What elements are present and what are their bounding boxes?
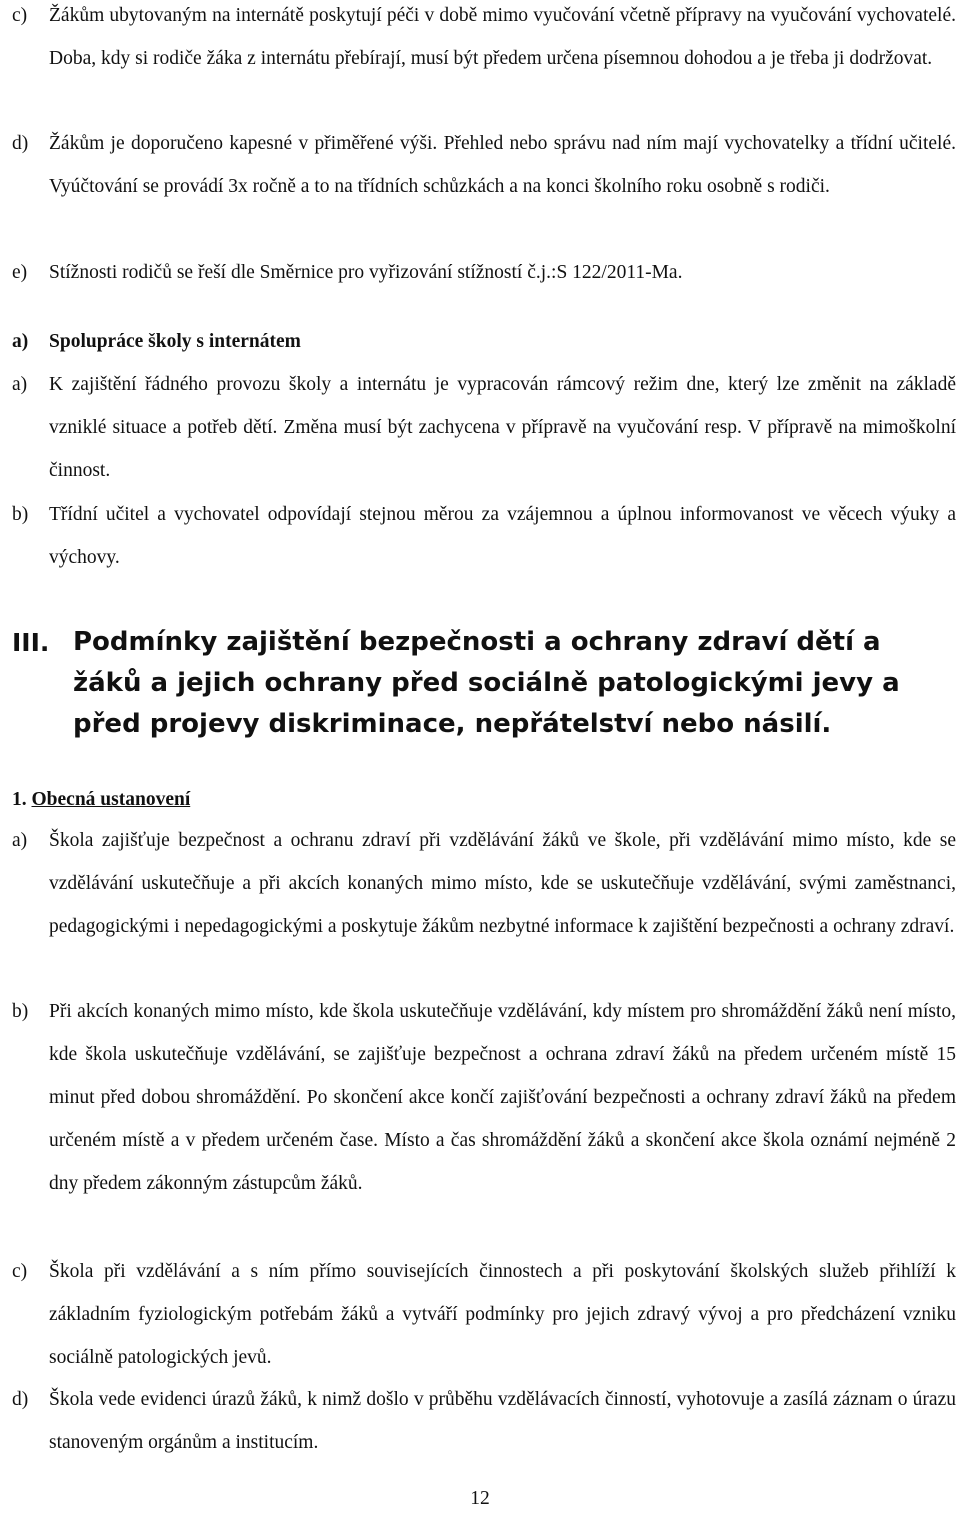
subsection-number: 1. xyxy=(12,789,27,810)
general-item-b xyxy=(12,990,956,1205)
item-label: c) xyxy=(12,5,28,26)
subsection-title: Obecná ustanovení xyxy=(31,789,191,810)
list-item-d xyxy=(12,122,956,208)
item-text: Stížnosti rodičů se řeší dle Směrnice pro vyřizování stížností č.j.:S 122/2011-Ma. xyxy=(49,262,683,283)
item-text: Při akcích konaných mimo místo, kde škola uskutečňuje vzdělávání, kdy místem pro shromáždění žáků není místo, kde škola uskutečňuje vzdělávání, se zajišťuje bezpečnost a ochrana zdraví žáků na předem určeném místě 15 minut před dobou shromáždění. Po skončení akce končí zajišťování bezpečnosti a ochrany zdraví žáků na předem určeném místě a v předem určeném čase. Místo a čas shromáždění žáků a skončení akce škola oznámí nejméně 2 dny předem zákonným zástupcům žáků. xyxy=(49,1001,956,1194)
item-text: Třídní učitel a vychovatel odpovídají stejnou měrou za vzájemnou a úplnou informovanost ve věcech výuky a výchovy. xyxy=(49,504,956,568)
item-text: Škola při vzdělávání a s ním přímo souvisejících činnostech a při poskytování školských služeb přihlíží k základním fyziologickým potřebám žáků a vytváří podmínky pro jejich zdravý vývoj a pro předcházení vzniku sociálně patologických jevů. xyxy=(49,1261,956,1368)
item-text: Škola zajišťuje bezpečnost a ochranu zdraví při vzdělávání žáků ve škole, při vzdělávání mimo místo, kde se vzdělávání uskutečňuje a při akcích konaných mimo místo, kde se uskutečňuje vzdělávání, svými zaměstnanci, pedagogickými i nepedagogickými a poskytuje žákům nezbytné informace k zajištění bezpečnosti a ochrany zdraví. xyxy=(49,830,956,937)
subsection-heading xyxy=(12,780,190,820)
general-item-a xyxy=(12,819,956,948)
general-item-c xyxy=(12,1250,956,1379)
item-label: c) xyxy=(12,1261,28,1282)
item-label: d) xyxy=(12,133,29,154)
item-text: K zajištění řádného provozu školy a internátu je vypracován rámcový režim dne, který lze změnit na základě vzniklé situace a potřeb dětí. Změna musí být zachycena v přípravě na vyučování resp. V přípravě na mimoškolní činnost. xyxy=(49,374,956,481)
item-text: Žákům je doporučeno kapesné v přiměřené výši. Přehled nebo správu nad ním mají vychovatelky a třídní učitelé. Vyúčtování se provádí 3x ročně a to na třídních schůzkách a na konci školního roku osobně s rodiči. xyxy=(49,133,956,197)
list-item-c xyxy=(12,0,956,80)
section-title: Podmínky zajištění bezpečnosti a ochrany zdraví dětí a žáků a jejich ochrany před sociálně patologickými jevy a před projevy diskriminace, nepřátelství nebo násilí. xyxy=(73,627,900,739)
item-label: e) xyxy=(12,262,28,283)
heading-label: a) xyxy=(12,331,29,352)
page-number: 12 xyxy=(470,1488,490,1509)
item-label: d) xyxy=(12,1389,29,1410)
item-text: Žákům ubytovaným na internátě poskytují péči v době mimo vyučování včetně přípravy na vyučování vychovatelé. Doba, kdy si rodiče žáka z internátu přebírají, musí být předem určena písemnou dohodou a je třeba ji dodržovat. xyxy=(49,5,956,69)
list-item-e xyxy=(12,251,956,294)
general-item-d xyxy=(12,1378,956,1464)
heading-text: Spolupráce školy s internátem xyxy=(49,331,301,352)
cooperation-item-a xyxy=(12,363,956,492)
item-label: b) xyxy=(12,1001,29,1022)
item-text: Škola vede evidenci úrazů žáků, k nimž došlo v průběhu vzdělávacích činností, vyhotovuje a zasílá záznam o úrazu stanoveným orgánům a institucím. xyxy=(49,1389,956,1453)
item-label: a) xyxy=(12,374,28,395)
section-number: III. xyxy=(12,628,50,657)
item-label: a) xyxy=(12,830,28,851)
cooperation-heading xyxy=(12,320,956,363)
cooperation-item-b xyxy=(12,493,956,579)
item-label: b) xyxy=(12,504,29,525)
